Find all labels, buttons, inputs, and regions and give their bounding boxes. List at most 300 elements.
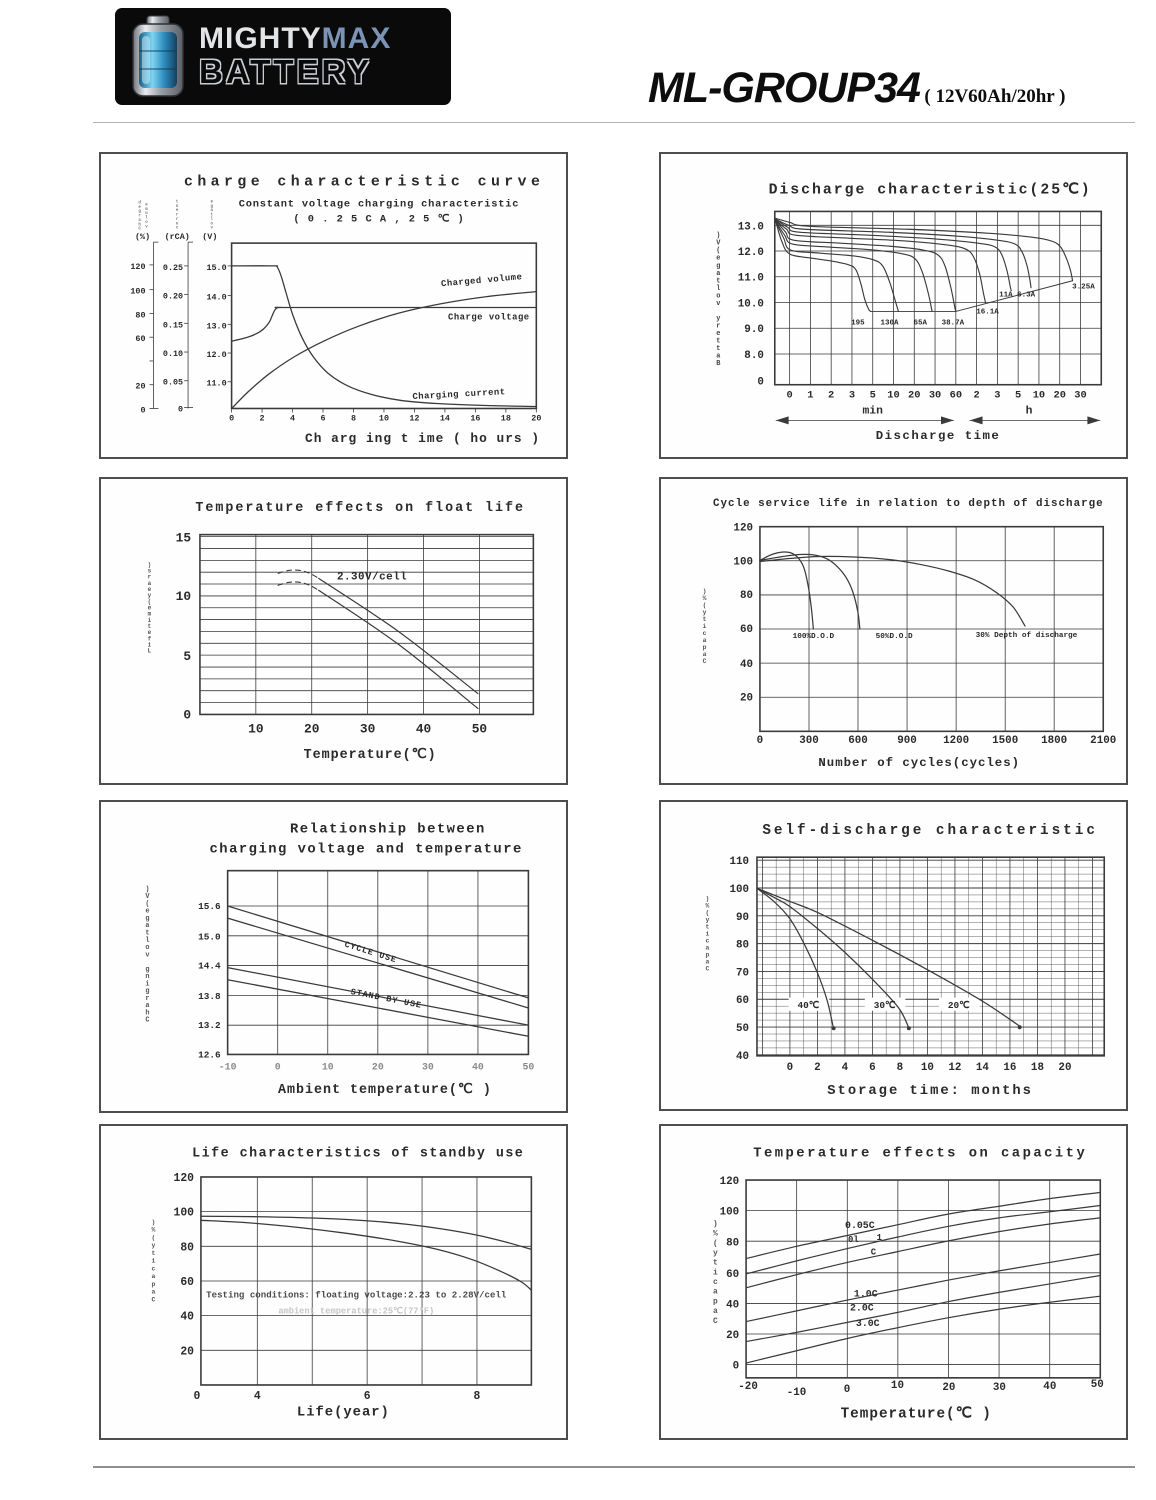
logo-mighty: MIGHTY	[199, 22, 322, 56]
tick-label: 0	[732, 1360, 740, 1373]
tick-label: 100	[130, 286, 146, 297]
chart-title: Life characteristics of standby use	[192, 1146, 525, 1162]
tick-label: 6	[320, 413, 326, 424]
battery-icon	[125, 14, 191, 100]
tick-label: 120	[173, 1171, 194, 1186]
tick-label: 10	[321, 1061, 334, 1073]
tick-label: 80	[736, 939, 750, 952]
vertical-axis-label: g	[138, 210, 141, 215]
vertical-axis-label: p	[151, 1280, 156, 1288]
axis-label: Ch arg ing t ime ( ho urs )	[305, 431, 541, 447]
curve	[760, 554, 860, 629]
curve-label: 2.0C	[849, 1303, 874, 1315]
vertical-axis-label: r	[716, 322, 721, 331]
chart-title: Self-discharge characteristic	[762, 823, 1098, 840]
vertical-axis-label: i	[147, 616, 152, 624]
vertical-axis-label: a	[705, 944, 710, 952]
vertical-axis-label: )	[705, 895, 710, 903]
tick-label: 2	[259, 413, 265, 424]
annotation: Testing conditions: floating voltage:2.23 to 2.28V/cell	[206, 1289, 507, 1301]
tick-label: 9.0	[744, 324, 764, 337]
curve	[760, 552, 813, 629]
tick-label: 100	[719, 1206, 740, 1219]
vertical-axis-label: o	[210, 222, 214, 227]
vertical-axis-label: i	[705, 930, 710, 938]
vertical-axis-label: C	[713, 1316, 718, 1326]
tick-label: 40	[736, 1050, 750, 1063]
tick-label: 20	[739, 692, 754, 705]
curve-label: 1	[876, 1232, 883, 1244]
tick-label: (%)	[134, 232, 151, 243]
vertical-axis-label: t	[151, 1249, 156, 1257]
tick-label: 5	[1015, 389, 1022, 402]
tick-label: 40	[739, 658, 754, 671]
tick-label: 1200	[943, 735, 970, 748]
model-name: ML-GROUP34	[648, 64, 920, 112]
vertical-axis-label: a	[713, 1307, 718, 1317]
chart-temperature-capacity	[659, 1124, 1128, 1440]
vertical-axis-label: h	[138, 223, 141, 228]
tick-label: 14	[975, 1061, 989, 1074]
arrow-head	[776, 416, 789, 424]
tick-label: 60	[726, 1268, 740, 1281]
tick-label: Constant voltage charging characteristic	[238, 198, 520, 211]
vertical-axis-label: v	[145, 951, 150, 960]
tick-label: 20	[726, 1329, 740, 1343]
tick-label: 20	[908, 389, 921, 402]
curve-label: 40℃	[797, 1000, 820, 1012]
chart-temperature-float-life-svg	[101, 479, 566, 783]
tick-label: 3	[994, 389, 1001, 402]
tick-label: 120	[719, 1175, 740, 1189]
tick-label: 18	[500, 413, 511, 424]
vertical-axis-label: e	[145, 907, 150, 916]
tick-label: 15.6	[198, 900, 221, 913]
vertical-axis-label: g	[716, 262, 721, 271]
tick-label: 10	[890, 1379, 904, 1393]
vertical-axis-label: l	[210, 217, 214, 222]
curve-label: Charging current	[412, 387, 506, 403]
curve-label: Charge voltage	[448, 312, 530, 323]
tick-label: 80	[726, 1237, 740, 1250]
vertical-axis-label: C	[138, 227, 141, 232]
tick-label: 0	[786, 1061, 794, 1074]
axis-label: Life(year)	[296, 1404, 390, 1421]
tick-label: 2	[814, 1061, 821, 1074]
tick-label: 20	[180, 1345, 194, 1359]
axis-label: Discharge time	[875, 429, 1001, 444]
tick-label: 30	[1074, 389, 1087, 402]
vertical-axis-label: C	[151, 1296, 156, 1304]
tick-label: min	[862, 405, 883, 418]
vertical-axis-label: f	[147, 635, 152, 643]
tick-label: 13.0	[206, 321, 227, 332]
tick-label: 60	[736, 995, 750, 1008]
chart-temperature-capacity-svg	[661, 1126, 1126, 1438]
plot-border	[746, 1180, 1100, 1378]
vertical-axis-label: a	[716, 352, 721, 361]
vertical-axis-label: o	[716, 292, 721, 301]
model-spec: ( 12V60Ah/20hr )	[924, 86, 1066, 107]
chart-self-discharge-svg	[661, 802, 1126, 1109]
curve-label: 50%D.O.D	[875, 632, 913, 641]
vertical-axis-label: V	[716, 239, 721, 248]
tick-label: 8.0	[744, 349, 764, 362]
vertical-axis-label: e	[716, 254, 721, 263]
tick-label: (rCA)	[164, 232, 190, 243]
tick-label: h	[1025, 405, 1033, 418]
header-divider	[93, 122, 1135, 123]
vertical-axis-label: o	[145, 220, 148, 225]
tick-label: 120	[130, 261, 146, 272]
vertical-axis-label: c	[175, 226, 179, 231]
vertical-axis-label: t	[716, 337, 721, 346]
vertical-axis-label: y	[716, 314, 721, 323]
vertical-axis-label: C	[705, 965, 710, 973]
tick-label: -10	[786, 1387, 807, 1400]
vertical-axis-label: %	[151, 1226, 156, 1234]
tick-label: 30	[359, 721, 376, 737]
axis-label: Storage time: months	[827, 1082, 1033, 1099]
curve	[746, 1218, 1100, 1288]
vertical-axis-label: g	[145, 987, 150, 996]
logo-battery: BATTERY	[199, 52, 373, 90]
tick-label: 0	[756, 735, 764, 748]
vertical-axis-label: (	[145, 900, 150, 909]
tick-label: 14.4	[198, 960, 221, 972]
tick-label: 20	[1053, 389, 1066, 402]
vertical-axis-label: (	[151, 1234, 156, 1242]
curve-label: C	[870, 1246, 877, 1258]
tick-label: 12	[409, 413, 420, 424]
vertical-axis-label: )	[147, 561, 152, 569]
tick-label: 100	[729, 883, 750, 897]
tick-label: 90	[736, 911, 750, 924]
tick-label: 0	[193, 1390, 201, 1404]
vertical-axis-label: r	[147, 573, 152, 581]
curve-label: 130A	[880, 319, 899, 328]
vertical-axis-label: e	[175, 209, 179, 214]
vertical-axis-label: u	[145, 212, 148, 217]
chart-title: charge characteristic curve	[183, 174, 545, 191]
end-dot	[1018, 1025, 1022, 1029]
footer-divider	[93, 1466, 1135, 1468]
end-dot	[907, 1026, 911, 1030]
vertical-axis-label: s	[147, 567, 152, 575]
vertical-axis-label: r	[138, 214, 141, 219]
vertical-axis-label: a	[705, 958, 710, 966]
tick-label: 900	[897, 735, 917, 748]
tick-label: 10	[248, 721, 264, 737]
tick-label: 6	[363, 1390, 371, 1404]
curve-label: 16.1A	[976, 308, 999, 317]
vertical-axis-label: t	[145, 929, 150, 938]
vertical-axis-label: y	[705, 916, 710, 924]
chart-self-discharge	[659, 800, 1128, 1111]
tick-label: 600	[848, 735, 868, 748]
chart-title: charging voltage and temperature	[209, 841, 523, 858]
tick-label: 0.20	[162, 291, 184, 302]
vertical-axis-label: g	[145, 965, 150, 974]
vertical-axis-label: %	[713, 1229, 718, 1239]
tick-label: 0	[843, 1383, 851, 1397]
tick-label: 14.0	[206, 292, 227, 303]
vertical-axis-label: )	[702, 588, 707, 596]
vertical-axis-label: o	[145, 943, 150, 953]
tick-label: 20	[942, 1381, 956, 1395]
vertical-axis-label: a	[147, 579, 152, 587]
curve	[278, 570, 319, 578]
tick-label: 2	[973, 389, 980, 402]
tick-label: 12	[948, 1061, 962, 1074]
vertical-axis-label: (	[713, 1239, 718, 1249]
vertical-axis-label: y	[151, 1242, 156, 1250]
vertical-axis-label: B	[716, 360, 721, 369]
vertical-axis-label: h	[145, 1009, 150, 1018]
vertical-axis-label: e	[716, 330, 721, 339]
tick-label: 1500	[992, 735, 1019, 748]
axis-label: Ambient temperature(℃ )	[277, 1082, 492, 1098]
tick-label: 11.0	[737, 272, 764, 285]
vertical-axis-label: a	[702, 636, 707, 644]
tick-label: 80	[739, 590, 754, 603]
vertical-axis-label: c	[151, 1265, 156, 1273]
chart-cycle-service-life-svg	[661, 479, 1126, 783]
vertical-axis-label: v	[716, 299, 721, 308]
tick-label: 40	[1043, 1380, 1057, 1394]
vertical-axis-label: u	[175, 222, 179, 227]
vertical-axis-label: t	[702, 616, 707, 624]
tick-label: 10	[1032, 389, 1046, 402]
curve	[746, 1296, 1100, 1363]
tick-label: 30	[928, 389, 942, 402]
curve	[746, 1206, 1100, 1274]
tick-label: 80	[135, 310, 146, 321]
vertical-axis-label: c	[702, 629, 707, 637]
tick-label: 60	[180, 1275, 194, 1290]
vertical-axis-label: %	[702, 595, 707, 603]
curve-label: 30℃	[873, 1000, 896, 1012]
vertical-axis-label: l	[145, 216, 148, 221]
tick-label: 15	[175, 530, 192, 546]
tick-label: ( 0 . 2 5 C A , 2 5 ℃ )	[293, 213, 465, 226]
vertical-axis-label: d	[138, 201, 141, 206]
vertical-axis-label: p	[702, 643, 707, 651]
tick-label: 10.0	[737, 298, 764, 311]
tick-label: 100	[733, 556, 754, 569]
curve	[232, 266, 537, 407]
tick-label: 0.10	[162, 348, 184, 360]
tick-label: 16	[470, 413, 481, 424]
chart-title: Temperature effects on capacity	[753, 1145, 1088, 1162]
curve-label: 3.0C	[855, 1318, 880, 1330]
tick-label: 10	[920, 1061, 934, 1074]
tick-label: -20	[738, 1380, 758, 1394]
curve-label: Charged volume	[440, 272, 523, 290]
vertical-axis-label: e	[138, 205, 141, 210]
chart-discharge-characteristic-svg	[661, 154, 1126, 457]
vertical-axis-label: a	[713, 1287, 718, 1297]
page-title	[648, 64, 1138, 113]
vertical-axis-label: e	[147, 586, 152, 594]
vertical-axis-label: (	[705, 909, 710, 917]
tick-label: 30	[421, 1061, 434, 1073]
vertical-axis-label: (	[702, 602, 707, 610]
chart-temperature-float-life	[99, 477, 568, 785]
tick-label: 13.8	[198, 990, 221, 1002]
tick-label: 50	[1090, 1378, 1104, 1392]
tick-label: 14	[439, 413, 450, 424]
vertical-axis-label: )	[716, 232, 721, 241]
tick-label: 0	[786, 389, 793, 402]
vertical-axis-label: )	[151, 1218, 156, 1226]
tick-label: 8	[896, 1061, 904, 1074]
tick-label: 2	[828, 389, 835, 402]
tick-label: 1800	[1041, 735, 1068, 748]
tick-label: 60	[135, 334, 146, 345]
chart-charge-characteristic-svg	[101, 154, 566, 457]
vertical-axis-label: v	[145, 225, 148, 230]
arrow-head	[970, 416, 983, 424]
tick-label: 13.2	[198, 1020, 221, 1032]
vertical-axis-label: y	[713, 1248, 718, 1259]
curve	[278, 582, 319, 590]
tick-label: 4	[841, 1061, 849, 1074]
tick-label: 10	[887, 389, 900, 402]
tick-label: 40	[726, 1299, 740, 1312]
tick-label: 20	[304, 721, 320, 737]
vertical-axis-label: (	[147, 598, 152, 606]
vertical-axis-label: t	[210, 213, 214, 218]
arrow-head	[1087, 416, 1100, 424]
curve-label: 20℃	[947, 1000, 970, 1012]
vertical-axis-label: y	[702, 609, 707, 617]
curve-label: STAND BY USE	[349, 986, 423, 1011]
tick-label: 110	[729, 856, 750, 869]
tick-label: 0	[229, 413, 235, 424]
vertical-axis-label: n	[145, 973, 150, 982]
curve-label: 38.7A	[941, 319, 965, 328]
tick-label: 50	[471, 721, 488, 737]
vertical-axis-label: m	[147, 610, 152, 618]
brand-logo	[115, 8, 451, 105]
curve-label: 0l	[847, 1234, 859, 1246]
plot-border	[757, 857, 1104, 1056]
vertical-axis-label: a	[145, 922, 150, 931]
chart-charge-characteristic	[99, 152, 568, 459]
tick-label: 20	[531, 413, 542, 424]
vertical-axis-label: )	[713, 1219, 718, 1229]
vertical-axis-label: p	[705, 951, 710, 959]
tick-label: 5	[869, 389, 876, 402]
tick-label: 1	[807, 389, 814, 402]
vertical-axis-label: (	[716, 247, 721, 256]
tick-label: 0	[140, 405, 146, 416]
vertical-axis-label: L	[147, 647, 152, 655]
vertical-axis-label: y	[147, 592, 152, 600]
chart-title: Cycle service life in relation to depth of discharge	[713, 497, 1104, 510]
tick-label: 60	[739, 623, 754, 637]
vertical-axis-label: r	[145, 994, 150, 1003]
tick-label: 50	[522, 1061, 535, 1073]
axis-label: Temperature(℃)	[303, 748, 437, 764]
vertical-axis-label: t	[716, 345, 721, 354]
tick-label: 10	[378, 413, 390, 424]
chart-cycle-service-life	[659, 477, 1128, 785]
curve-label: 2.30V/cell	[337, 571, 408, 584]
vertical-axis-label: t	[147, 623, 152, 631]
vertical-axis-label: a	[716, 269, 721, 278]
tick-label: 40	[180, 1310, 194, 1324]
tick-label: 12.0	[206, 349, 227, 360]
curve	[746, 1192, 1100, 1258]
axis-label: Number of cycles(cycles)	[818, 756, 1021, 771]
tick-label: 0.15	[162, 320, 184, 331]
vertical-axis-label: C	[145, 1016, 150, 1025]
tick-label: 0	[178, 404, 184, 415]
vertical-axis-label: e	[145, 203, 148, 208]
tick-label: 8	[473, 1390, 481, 1404]
vertical-axis-label: g	[145, 914, 150, 923]
curve-label: 0.05C	[845, 1220, 875, 1233]
tick-label: 8	[350, 413, 357, 424]
tick-label: 4	[253, 1390, 261, 1404]
tick-label: 13.0	[737, 221, 764, 234]
tick-label: 30	[992, 1381, 1006, 1395]
chart-charging-voltage-temperature	[99, 800, 568, 1113]
chart-title: Relationship between	[290, 821, 486, 838]
vertical-axis-label: c	[713, 1277, 718, 1288]
vertical-axis-label: t	[716, 277, 721, 286]
curve	[871, 281, 1073, 312]
vertical-axis-label: i	[145, 980, 150, 989]
vertical-axis-label: %	[705, 902, 710, 910]
tick-label: 12.0	[737, 246, 764, 260]
tick-label: 100	[173, 1206, 194, 1220]
tick-label: 70	[736, 967, 750, 980]
tick-label: 0.25	[162, 262, 184, 273]
vertical-axis-label: a	[151, 1288, 156, 1296]
tick-label: 0	[183, 707, 192, 723]
logo-max: MAX	[321, 22, 392, 56]
vertical-axis-label: V	[145, 893, 150, 902]
tick-label: 80	[180, 1241, 194, 1255]
arrow-head	[941, 416, 954, 424]
tick-label: 12.6	[198, 1049, 221, 1061]
curve	[760, 556, 1025, 626]
chart-charging-voltage-temperature-svg	[101, 802, 566, 1111]
tick-label: 15.0	[206, 262, 227, 273]
tick-label: 3	[848, 389, 856, 402]
vertical-axis-label: i	[151, 1257, 156, 1265]
curve-label: CYCLE USE	[343, 939, 399, 966]
curve	[746, 1254, 1100, 1322]
vertical-axis-label: r	[175, 213, 179, 218]
vertical-axis-label: e	[147, 604, 152, 612]
vertical-axis-label: t	[175, 200, 179, 205]
curve	[201, 1220, 531, 1290]
tick-label: 40	[415, 721, 432, 737]
vertical-axis-label: e	[210, 200, 214, 205]
tick-label: 20	[1058, 1061, 1072, 1074]
vertical-axis-label: m	[145, 207, 148, 212]
end-dot	[832, 1026, 836, 1030]
tick-label: 40	[472, 1061, 484, 1073]
tick-label: 5	[183, 648, 192, 664]
vertical-axis-label: r	[175, 217, 179, 222]
plot-border	[200, 535, 533, 715]
tick-label: 0.05	[162, 377, 184, 388]
